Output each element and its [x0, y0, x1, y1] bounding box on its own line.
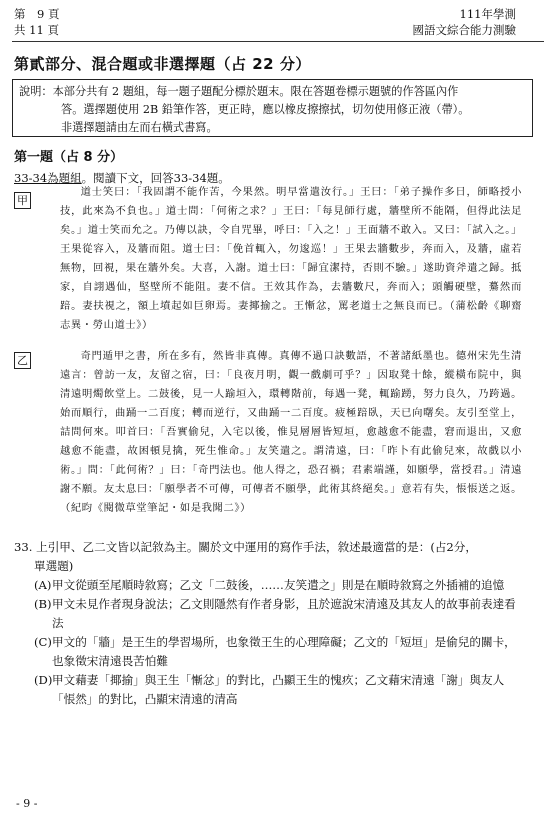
instructions-line-1: 說明：本部分共有 2 題組，每一題子題配分標於題末。限在答題卷標示題號的作答區內作 — [19, 85, 459, 98]
exam-subject: 國語文綜合能力測驗 — [412, 23, 516, 37]
section-title: 第貳部分、混合題或非選擇題（占 22 分） — [14, 55, 311, 73]
header-divider — [12, 41, 544, 42]
passage-a-text: 道士笑曰：「我固謂不能作苦，今果然。明早當遣汝行。」王曰：「弟子操作多日，師略授小技，此來為不負也。」道士問：「何術之求？」王曰：「每見師行處，牆壁所不能隔，但得此法足矣。」道士笑而允之。乃傳以訣，令自咒畢，呼曰：「入之！」王面牆不敢入。又曰：「試入之。」王果從容入，及牆而阻。道士曰：「俛首輒入，勿逡巡！」王果去牆數步，奔而入，及牆，虛若無物，回視，果在牆外矣。大喜，入謝。道士曰：「歸宜潔持，否則不驗。」遂助資斧遣之歸。抵家，自詡遇仙，堅壁所不能阻。妻不信。王效其作為，去牆數尺，奔而入；頭觸硬壁，驀然而踣。妻扶視之，額上墳起如巨卵焉。妻揶揄之。王慚忿，罵老道士之無良而已。（蒲松齡《聊齋志異・勞山道士》） — [60, 186, 522, 331]
option-c-text: 甲文的「牆」是王生的學習場所，也象徵王生的心理障礙；乙文的「短垣」是偷兒的關卡，也象徵宋清遠畏苦怕難 — [52, 635, 516, 668]
instructions-line-2: 答。選擇題使用 2B 鉛筆作答，更正時，應以橡皮擦擦拭，切勿使用修正液（帶）。 — [61, 103, 470, 116]
page-header-left — [14, 6, 59, 38]
page-total: 共 11 頁 — [14, 23, 59, 37]
passage-a — [60, 183, 522, 335]
question-33-stem-cont: 單選題) — [34, 559, 74, 573]
page-footer: - 9 - — [16, 797, 38, 810]
question-33-stem: 33. 上引甲、乙二文皆以記敘為主。關於文中運用的寫作手法，敘述最適當的是：(占2分， — [14, 540, 477, 554]
passage-b-label: 乙 — [14, 352, 31, 369]
option-a-text: 甲文從頭至尾順時敘寫；乙文「二鼓後，……友笑遣之」則是在順時敘寫之外插補的追憶 — [52, 578, 505, 592]
page-header-right — [413, 6, 517, 38]
option-d-text: 甲文藉妻「揶揄」與王生「慚忿」的對比，凸顯王生的愧疚；乙文藉宋清遠「謝」與友人「悵然」的對比，凸顯宋清遠的清高 — [52, 673, 505, 706]
passage-b — [60, 347, 522, 518]
page-number: 第 9 頁 — [14, 7, 60, 21]
group-range-label: 33-34為題組 — [14, 171, 82, 185]
instructions-line-3: 非選擇題請由左而右橫式書寫。 — [61, 121, 218, 134]
option-b-label: (B) — [34, 597, 52, 611]
option-d-label: (D) — [34, 673, 53, 687]
option-c-label: (C) — [34, 635, 52, 649]
exam-year: 111年學測 — [459, 7, 516, 21]
passage-b-text: 奇門遁甲之書，所在多有，然皆非真傳。真傳不過口訣數語，不著諸紙墨也。德州宋先生清遠言：曾訪一友，友留之宿，曰：「良夜月明，觀一戲劇可乎？」因取凳十餘，縱橫布院中，與清遠明燭飲堂上。二鼓後，見一人踰垣入，環轉階前，每遇一凳，輒踰踴，努力良久，乃跨過。始而順行，曲踊一二百度；轉而逆行，又曲踊一二百度。疲極踣臥，天已向曙矣。友引至堂上，詰問何來。叩首曰：「吾實偷兒，入宅以後，惟見層層皆短垣，愈越愈不能盡，窘而退出，又愈越愈不能盡，故困頓見擒，死生惟命。」友笑遣之。謂清遠，曰：「昨卜有此偷兒來，故戲以小術。」問：「此何術？」曰：「奇門法也。他人得之，恐召禍；君素端謹，如願學，當授君。」清遠謝不願。友太息曰：「願學者不可傳，可傳者不願學，此術其終絕矣。」意若有失，悵悵送之返。（紀昀《閱微草堂筆記・如是我聞二》） — [60, 350, 522, 514]
instructions-box — [12, 79, 533, 137]
question-33 — [14, 538, 526, 709]
option-a-label: (A) — [34, 578, 52, 592]
option-a[interactable] — [14, 576, 526, 595]
option-b[interactable] — [14, 595, 526, 633]
passage-a-label: 甲 — [14, 192, 31, 209]
option-b-text: 甲文未見作者現身說法；乙文則隱然有作者身影，且於遮說宋清遠及其友人的故事前表達看法 — [52, 597, 516, 630]
option-c[interactable] — [14, 633, 526, 671]
question-group-title: 第一題（占 8 分） — [14, 150, 124, 165]
option-d[interactable] — [14, 671, 526, 709]
group-instruction: 。閱讀下文，回答33-34題。 — [81, 171, 230, 185]
